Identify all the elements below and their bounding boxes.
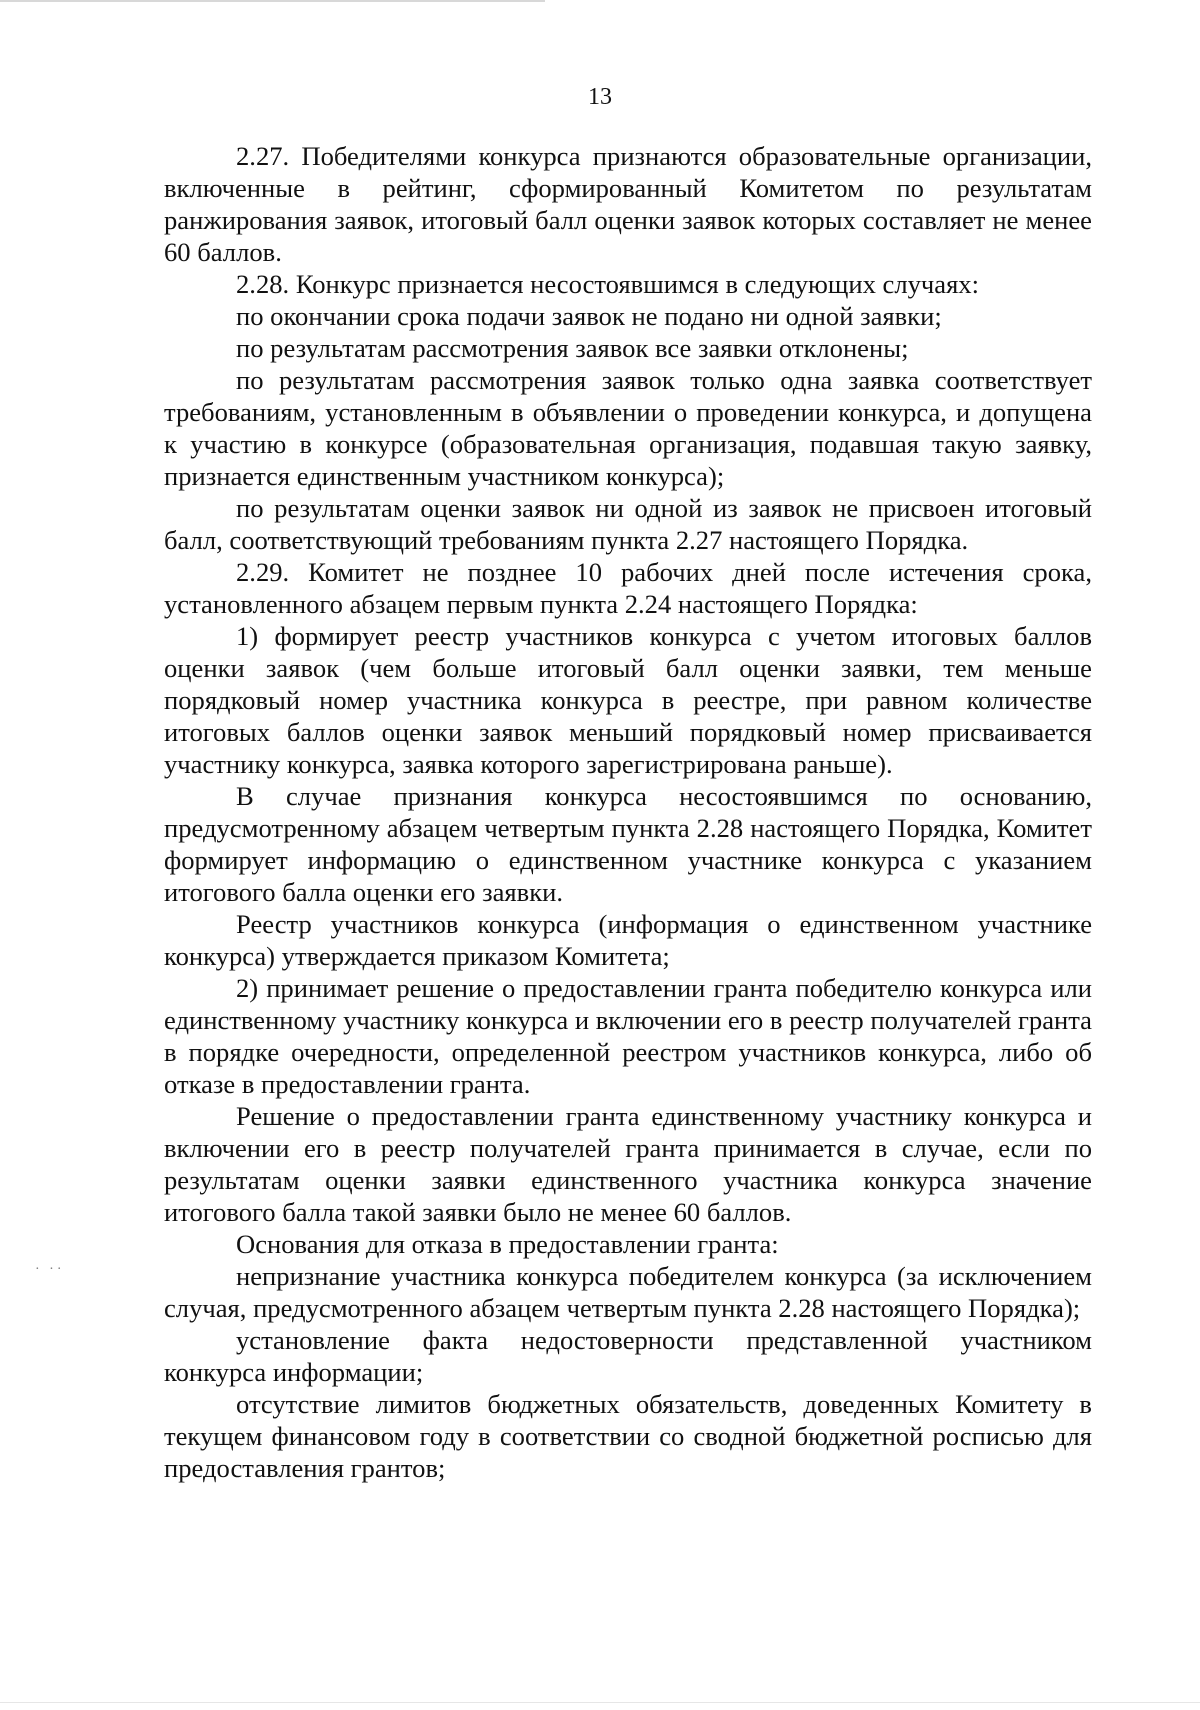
paragraph-refusal-ground-2: установление факта недостоверности представленной участником конкурса информации; bbox=[164, 1325, 1092, 1387]
paragraph-refusal-ground-3: отсутствие лимитов бюджетных обязательств, доведенных Комитету в текущем финансовом году в соответствии со сводной бюджетной росписью для предоставления грантов; bbox=[164, 1389, 1092, 1483]
document-body bbox=[164, 140, 1092, 1484]
scan-edge-top bbox=[0, 0, 545, 2]
paragraph-2-28-case-1: по окончании срока подачи заявок не подано ни одной заявки; bbox=[236, 301, 942, 331]
paragraph-refusal-grounds: Основания для отказа в предоставлении гранта: bbox=[236, 1229, 779, 1259]
paragraph-grant-decision: Решение о предоставлении гранта единственному участнику конкурса и включении его в реестр получателей гранта принимается в случае, если по результатам оценки заявки единственного участника конкурса значение итогового балла такой заявки было не менее 60 баллов. bbox=[164, 1101, 1092, 1227]
scan-specks: · ·· bbox=[35, 1262, 65, 1277]
paragraph-single-participant: В случае признания конкурса несостоявшимся по основанию, предусмотренному абзацем четвертым пункта 2.28 настоящего Порядка, Комитет формирует информацию о единственном участнике конкурса с указанием итогового балла оценки его заявки. bbox=[164, 781, 1092, 907]
page-number: 13 bbox=[588, 84, 612, 110]
scan-edge-bottom bbox=[0, 1702, 1200, 1703]
paragraph-registry-approval: Реестр участников конкурса (информация о единственном участнике конкурса) утверждается приказом Комитета; bbox=[164, 909, 1092, 971]
paragraph-2-29-item-1: 1) формирует реестр участников конкурса с учетом итоговых баллов оценки заявок (чем больше итоговый балл оценки заявки, тем меньше порядковый номер участника конкурса в реестре, при равном количестве итоговых баллов оценки заявок меньший порядковый номер присваивается участнику конкурса, заявка которого зарегистрирована раньше). bbox=[164, 621, 1092, 779]
paragraph-2-28-case-4: по результатам оценки заявок ни одной из заявок не присвоен итоговый балл, соответствующий требованиям пункта 2.27 настоящего Порядка. bbox=[164, 493, 1092, 555]
paragraph-2-27: 2.27. Победителями конкурса признаются образовательные организации, включенные в рейтинг, сформированный Комитетом по результатам ранжирования заявок, итоговый балл оценки заявок которых составляет не менее 60 баллов. bbox=[164, 141, 1092, 267]
paragraph-2-28: 2.28. Конкурс признается несостоявшимся в следующих случаях: bbox=[236, 269, 979, 299]
paragraph-2-29-item-2: 2) принимает решение о предоставлении гранта победителю конкурса или единственному участнику конкурса и включении его в реестр получателей гранта в порядке очередности, определенной реестром участников конкурса, либо об отказе в предоставлении гранта. bbox=[164, 973, 1092, 1099]
paragraph-2-29: 2.29. Комитет не позднее 10 рабочих дней после истечения срока, установленного абзацем первым пункта 2.24 настоящего Порядка: bbox=[164, 557, 1092, 619]
paragraph-2-28-case-3: по результатам рассмотрения заявок только одна заявка соответствует требованиям, установленным в объявлении о проведении конкурса, и допущена к участию в конкурсе (образовательная организация, подавшая такую заявку, признается единственным участником конкурса); bbox=[164, 365, 1092, 491]
paragraph-refusal-ground-1: непризнание участника конкурса победителем конкурса (за исключением случая, предусмотренного абзацем четвертым пункта 2.28 настоящего Порядка); bbox=[164, 1261, 1092, 1323]
paragraph-2-28-case-2: по результатам рассмотрения заявок все заявки отклонены; bbox=[236, 333, 909, 363]
